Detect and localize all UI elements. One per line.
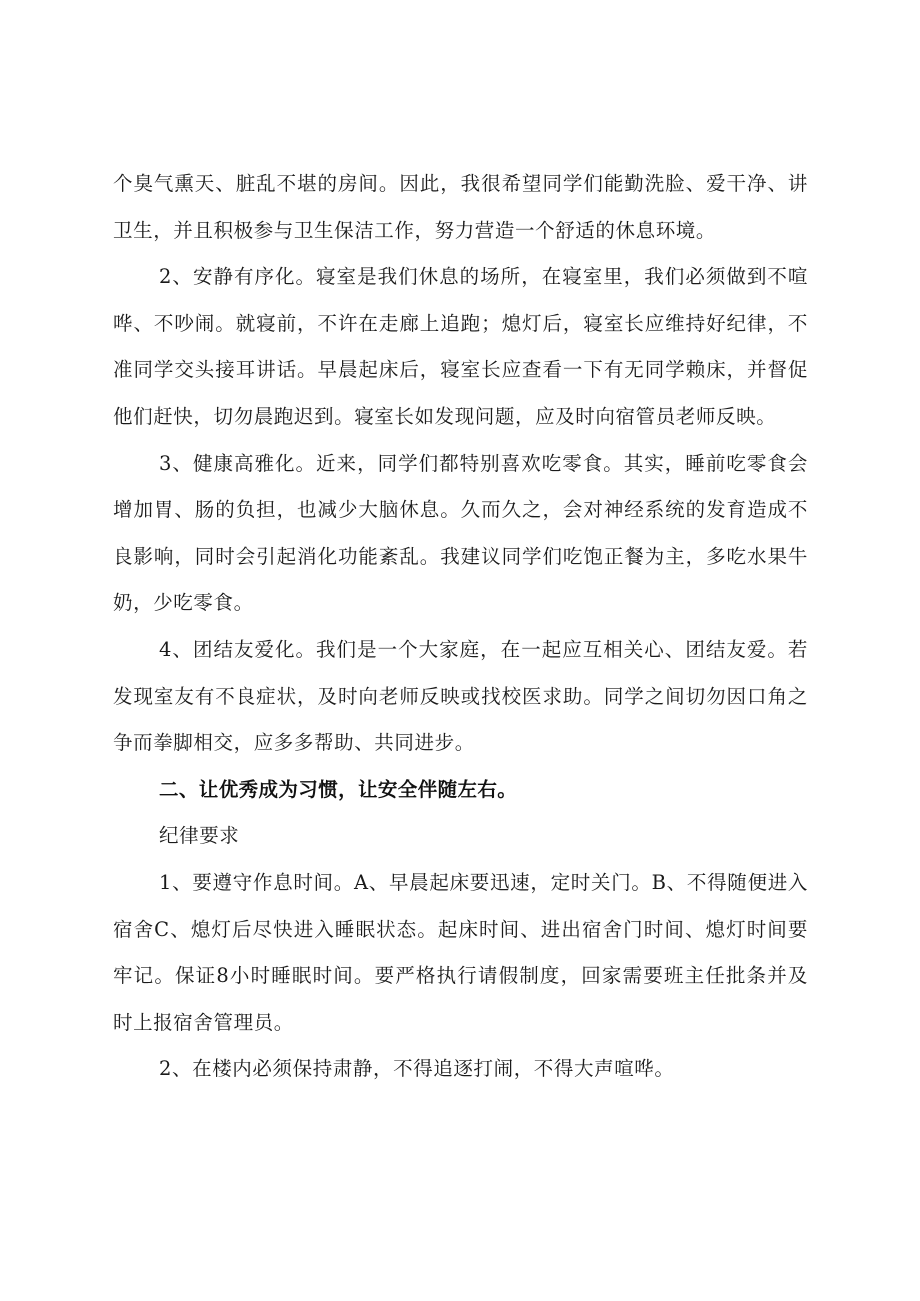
rule-item-quiet: 2、在楼内必须保持肃静，不得追逐打闹，不得大声喧哗。 xyxy=(159,1057,675,1081)
paragraph-healthy-elegant: 3、健康高雅化。近来，同学们都特别喜欢吃零食。其实，睡前吃零食会增加胃、肠的负担，也减少大脑休息。久而久之，会对神经系统的发育造成不良影响，同时会引起消化功能紊乱。我建议同学们吃饱正餐为主，多吃水果牛奶，少吃零食。 xyxy=(113,451,808,615)
paragraph-quiet-order: 2、安静有序化。寝室是我们休息的场所，在寝室里，我们必须做到不喧哗、不吵闹。就寝前，不许在走廊上追跑；熄灯后，寝室长应维持好纪律，不准同学交头接耳讲话。早晨起床后，寝室长应查看一下有无同学赖床，并督促他们赶快，切勿晨跑迟到。寝室长如发现问题，应及时向宿管员老师反映。 xyxy=(113,265,808,428)
paragraph-unity-friendship: 4、团结友爱化。我们是一个大家庭，在一起应互相关心、团结友爱。若发现室友有不良症状，及时向老师反映或找校医求助。同学之间切勿因口角之争而拳脚相交，应多多帮助、共同进步。 xyxy=(113,637,808,755)
rule-item-schedule: 1、要遵守作息时间。A、早晨起床要迅速，定时关门。B、不得随便进入宿舍C、熄灯后尽快进入睡眠状态。起床时间、进出宿舍门时间、熄灯时间要牢记。保证8小时睡眠时间。要严格执行请假制度，回家需要班主任批条并及时上报宿舍管理员。 xyxy=(113,870,808,1034)
discipline-subheading: 纪律要求 xyxy=(159,824,240,848)
paragraph-continuation: 个臭气熏天、脏乱不堪的房间。因此，我很希望同学们能勤洗脸、爱干净、讲卫生，并且积极参与卫生保洁工作，努力营造一个舒适的休息环境。 xyxy=(113,172,808,242)
document-body xyxy=(113,161,808,1093)
section-heading: 二、让优秀成为习惯，让安全伴随左右。 xyxy=(159,777,518,801)
